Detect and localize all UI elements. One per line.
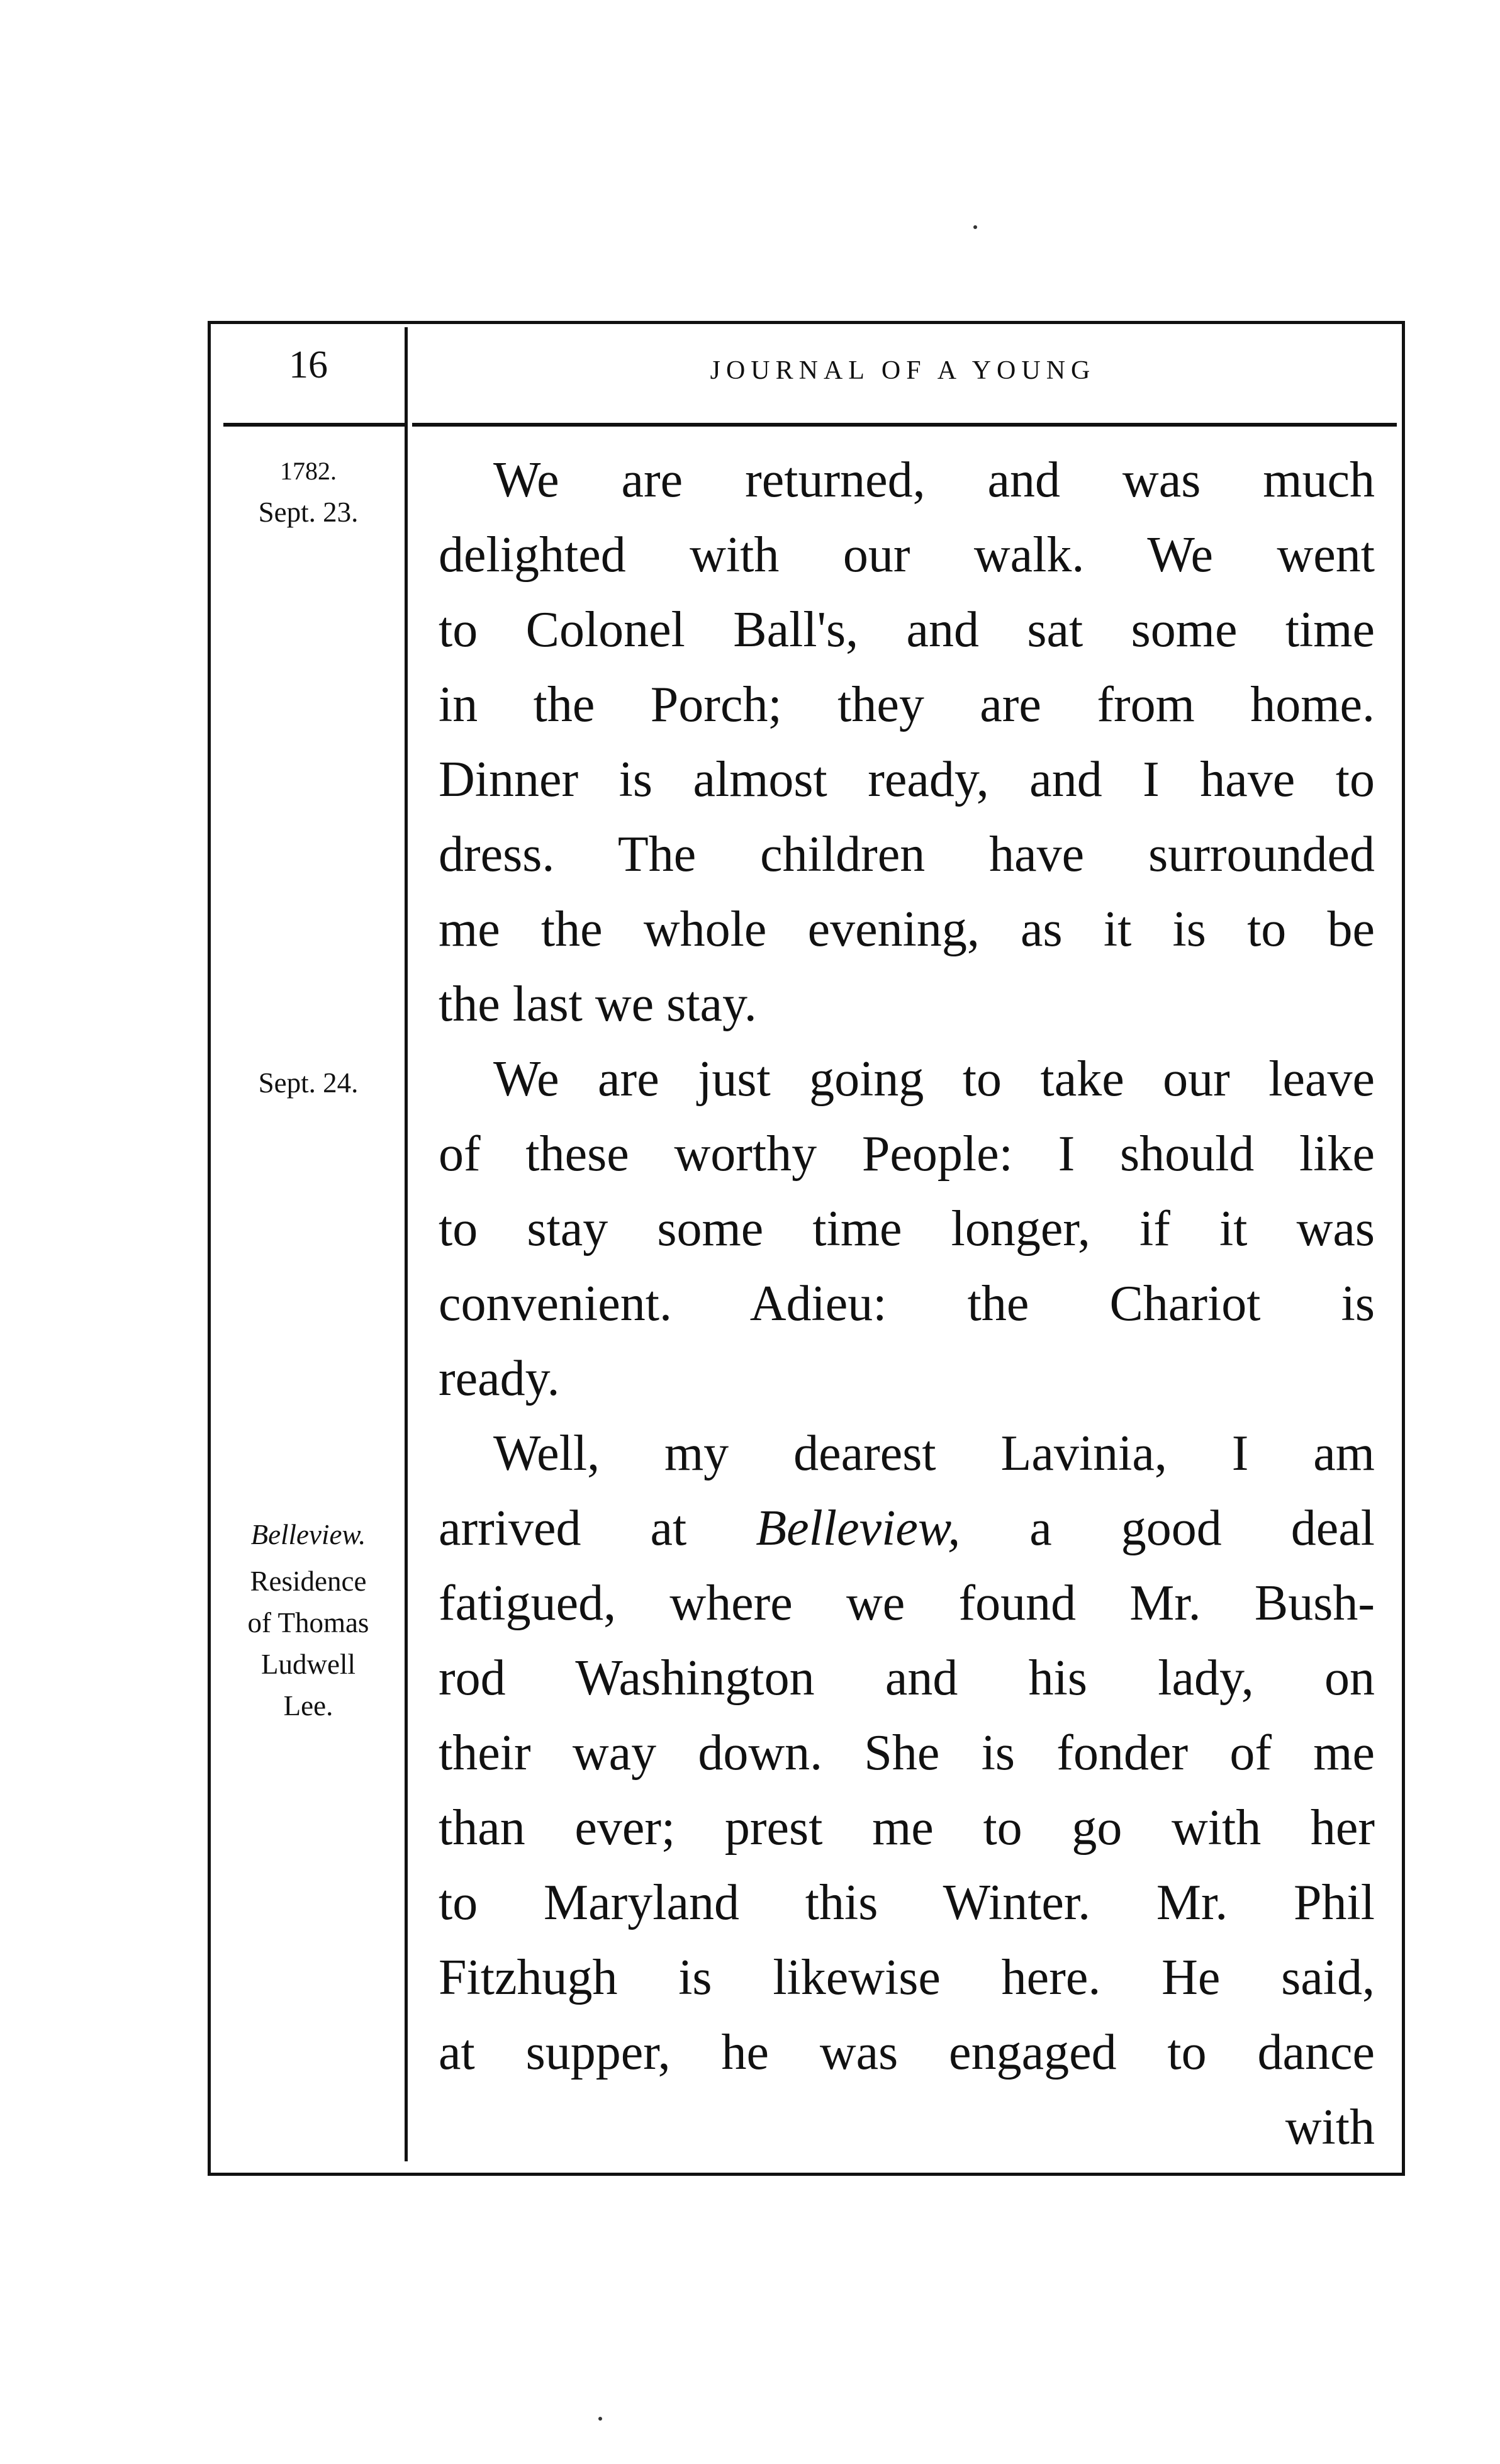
text-line: We are returned, and was much — [493, 452, 1375, 508]
text-line: the last we stay. — [439, 977, 757, 1032]
text-line: to Colonel Ball's, and sat some time — [439, 602, 1375, 658]
text-line: We are just going to take our leave — [493, 1051, 1375, 1107]
text-line: Well, my dearest Lavinia, I am — [493, 1426, 1375, 1481]
text-line: convenient. Adieu: the Chariot is — [439, 1276, 1375, 1331]
text-line: to Maryland this Winter. Mr. Phil — [439, 1875, 1375, 1930]
margin-note-year: 1782. — [280, 457, 337, 485]
catchword: with — [1285, 2100, 1375, 2155]
text-line: delighted with our walk. We went — [439, 527, 1375, 583]
header-rule-right — [412, 423, 1397, 427]
speck — [598, 2417, 602, 2421]
text-line: of these worthy People: I should like — [439, 1126, 1375, 1182]
text-line: their way down. She is fonder of me — [439, 1725, 1375, 1781]
text-line: dress. The children have surrounded — [439, 827, 1375, 882]
text-line: Dinner is almost ready, and I have to — [439, 752, 1375, 807]
text-line: in the Porch; they are from home. — [439, 677, 1375, 732]
margin-note-place: Belleview. — [250, 1519, 366, 1550]
text-line: me the whole evening, as it is to be — [439, 902, 1375, 957]
page-number: 16 — [289, 344, 328, 386]
running-head: JOURNAL OF A YOUNG — [710, 356, 1096, 385]
text-line: fatigued, where we found Mr. Bush- — [439, 1576, 1375, 1631]
note-line: Lee. — [283, 1690, 333, 1722]
text-line — [439, 1491, 1375, 1566]
column-divider — [405, 327, 408, 2161]
header-rule-left — [223, 423, 406, 427]
margin-note-date: Sept. 24. — [258, 1067, 359, 1099]
speck — [973, 225, 977, 229]
body-text — [439, 443, 1375, 2165]
note-line: Residence — [250, 1565, 367, 1597]
text-line: at supper, he was engaged to dance — [439, 2025, 1375, 2080]
note-line: of Thomas — [247, 1607, 369, 1638]
text-line: ready. — [439, 1351, 560, 1406]
text-segment: a good deal — [1029, 1501, 1375, 1556]
place-name-italic: Belleview, — [756, 1501, 961, 1556]
margin-note-place-description — [214, 1560, 403, 1727]
margin-note-date: Sept. 23. — [258, 496, 359, 528]
note-line: Ludwell — [261, 1649, 355, 1680]
text-line: rod Washington and his lady, on — [439, 1650, 1375, 1706]
text-line: than ever; prest me to go with her — [439, 1800, 1375, 1856]
text-segment: arrived at — [439, 1501, 687, 1556]
text-line: Fitzhugh is likewise here. He said, — [439, 1950, 1375, 2005]
text-line: to stay some time longer, if it was — [439, 1201, 1375, 1257]
